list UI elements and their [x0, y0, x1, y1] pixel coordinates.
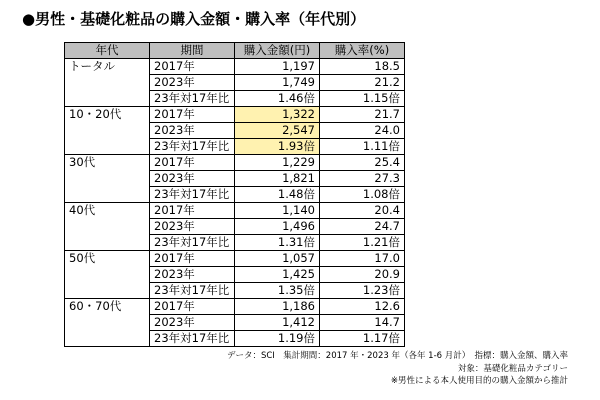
amount-cell: 1,229 [235, 155, 320, 171]
amount-cell: 1,140 [235, 203, 320, 219]
amount-cell: 1,412 [235, 315, 320, 331]
age-group-cell: トータル [65, 59, 150, 107]
age-group-cell: 10・20代 [65, 107, 150, 155]
header-period: 期間 [150, 43, 235, 59]
period-cell: 23年対17年比 [150, 283, 235, 299]
period-cell: 23年対17年比 [150, 187, 235, 203]
age-group-cell: 40代 [65, 203, 150, 251]
rate-cell: 18.5 [320, 59, 405, 75]
footer-notes [227, 350, 568, 388]
rate-cell: 1.11倍 [320, 139, 405, 155]
footer-source: データ：SCI 集計期間：2017 年・2023 年（各年 1-6 月計） 指標：購入金額、購入率 [226, 351, 568, 361]
amount-cell: 1,186 [235, 299, 320, 315]
amount-cell: 1.19倍 [235, 331, 320, 347]
table-header [65, 43, 405, 59]
amount-cell: 1.35倍 [235, 283, 320, 299]
rate-cell: 20.9 [320, 267, 405, 283]
rate-cell: 12.6 [320, 299, 405, 315]
amount-cell: 1,322 [235, 107, 320, 123]
rate-cell: 24.0 [320, 123, 405, 139]
table-row [65, 107, 405, 123]
period-cell: 2023年 [150, 219, 235, 235]
period-cell: 2023年 [150, 171, 235, 187]
period-cell: 2017年 [150, 203, 235, 219]
rate-cell: 1.17倍 [320, 331, 405, 347]
period-cell: 2017年 [150, 107, 235, 123]
amount-cell: 1,197 [235, 59, 320, 75]
amount-cell: 1.93倍 [235, 139, 320, 155]
table-row [65, 251, 405, 267]
amount-cell: 1,821 [235, 171, 320, 187]
footer-target: 対象：基礎化粧品カテゴリー [457, 363, 568, 374]
table-row [65, 59, 405, 75]
page-title: ●男性・基礎化粧品の購入金額・購入率（年代別） [22, 10, 366, 28]
rate-cell: 25.4 [320, 155, 405, 171]
amount-cell: 1.31倍 [235, 235, 320, 251]
period-cell: 23年対17年比 [150, 139, 235, 155]
rate-cell: 24.7 [320, 219, 405, 235]
amount-cell: 1,749 [235, 75, 320, 91]
period-cell: 2023年 [150, 123, 235, 139]
period-cell: 2017年 [150, 59, 235, 75]
data-table [64, 42, 405, 347]
header-age: 年代 [65, 43, 150, 59]
amount-cell: 1,496 [235, 219, 320, 235]
table-row [65, 203, 405, 219]
age-group-cell: 30代 [65, 155, 150, 203]
period-cell: 2017年 [150, 155, 235, 171]
table-body [65, 59, 405, 347]
table-header-row [65, 43, 405, 59]
period-cell: 23年対17年比 [150, 331, 235, 347]
age-group-cell: 50代 [65, 251, 150, 299]
period-cell: 2017年 [150, 299, 235, 315]
amount-cell: 1,425 [235, 267, 320, 283]
table-row [65, 299, 405, 315]
rate-cell: 1.21倍 [320, 235, 405, 251]
rate-cell: 14.7 [320, 315, 405, 331]
period-cell: 2017年 [150, 251, 235, 267]
rate-cell: 20.4 [320, 203, 405, 219]
rate-cell: 1.23倍 [320, 283, 405, 299]
rate-cell: 1.15倍 [320, 91, 405, 107]
period-cell: 23年対17年比 [150, 91, 235, 107]
amount-cell: 1.46倍 [235, 91, 320, 107]
header-amount: 購入金額(円) [235, 43, 320, 59]
period-cell: 2023年 [150, 315, 235, 331]
footer-note: ※男性による本人使用目的の購入金額から推計 [390, 376, 568, 386]
table-row [65, 155, 405, 171]
age-group-cell: 60・70代 [65, 299, 150, 347]
period-cell: 2023年 [150, 267, 235, 283]
period-cell: 2023年 [150, 75, 235, 91]
amount-cell: 1.48倍 [235, 187, 320, 203]
period-cell: 23年対17年比 [150, 235, 235, 251]
rate-cell: 27.3 [320, 171, 405, 187]
header-rate: 購入率(%) [320, 43, 405, 59]
rate-cell: 17.0 [320, 251, 405, 267]
amount-cell: 2,547 [235, 123, 320, 139]
rate-cell: 21.2 [320, 75, 405, 91]
rate-cell: 1.08倍 [320, 187, 405, 203]
amount-cell: 1,057 [235, 251, 320, 267]
rate-cell: 21.7 [320, 107, 405, 123]
